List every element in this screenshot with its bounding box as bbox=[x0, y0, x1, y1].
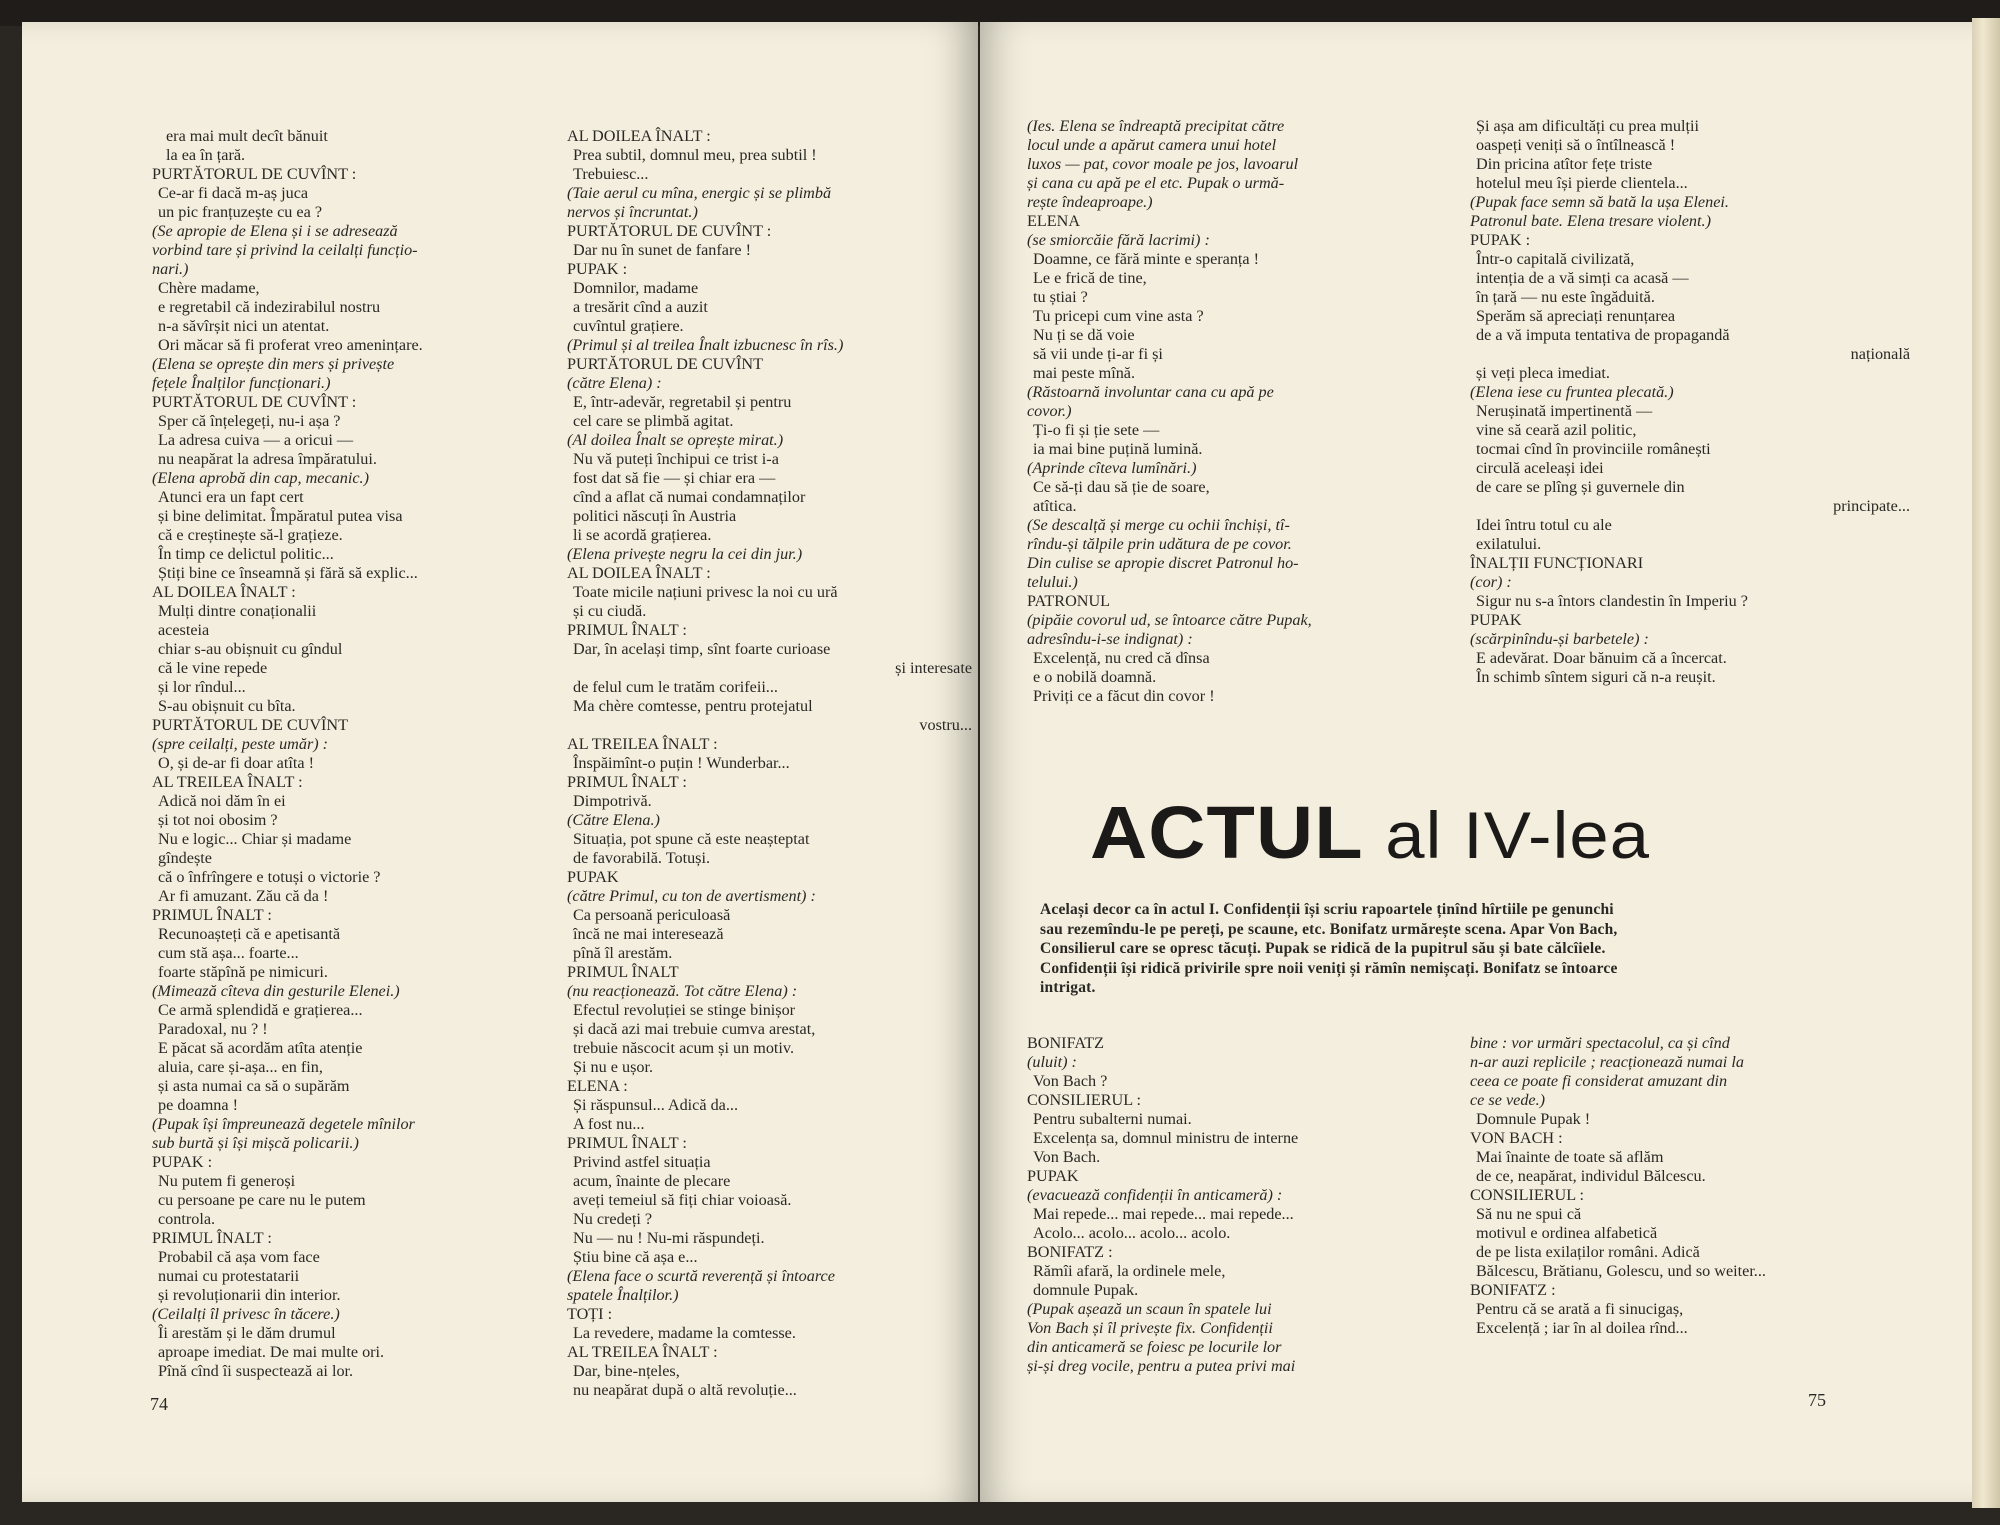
stage-direction-line: (Ies. Elena se îndreaptă precipitat către bbox=[1027, 117, 1285, 135]
dialogue-line: chiar s-au obișnuit cu gîndul bbox=[158, 640, 343, 658]
dialogue-line: Doamne, ce fără minte e speranța ! bbox=[1033, 250, 1260, 268]
dialogue-line: Paradoxal, nu ? ! bbox=[158, 1020, 268, 1038]
dialogue-line: Ar fi amuzant. Zău că da ! bbox=[158, 887, 329, 905]
dialogue-line: cînd a aflat că numai condamnaților bbox=[573, 488, 806, 506]
stage-direction-line: (către Elena) : bbox=[567, 374, 662, 392]
dialogue-line: Priviți ce a făcut din covor ! bbox=[1033, 687, 1215, 705]
dialogue-line: Idei întru totul cu ale bbox=[1476, 516, 1612, 534]
stage-direction-line: (Aprinde cîteva lumînări.) bbox=[1027, 459, 1197, 477]
dialogue-line: n-a săvîrșit nici un atentat. bbox=[158, 317, 330, 335]
dialogue-line: că o înfrîngere e totuși o victorie ? bbox=[158, 868, 381, 886]
dialogue-line: pînă îl arestăm. bbox=[573, 944, 673, 962]
dialogue-line: Îi arestăm și le dăm drumul bbox=[158, 1324, 336, 1342]
speaker-line: ÎNALȚII FUNCȚIONARI bbox=[1470, 554, 1644, 572]
dialogue-line: și interesate bbox=[895, 659, 972, 677]
speaker-line: AL DOILEA ÎNALT : bbox=[567, 564, 711, 582]
dialogue-line: nu neapărat după o altă revoluție... bbox=[573, 1381, 797, 1399]
stage-direction-line: bine : vor urmări spectacolul, ca și cînd bbox=[1470, 1034, 1730, 1052]
speaker-line: PRIMUL ÎNALT bbox=[567, 963, 679, 981]
stage-direction-line: (Răstoarnă involuntar cana cu apă pe bbox=[1027, 383, 1274, 401]
dialogue-line: principate... bbox=[1833, 497, 1910, 515]
dialogue-line: Recunoașteți că e apetisantă bbox=[158, 925, 341, 943]
speaker-line: AL DOILEA ÎNALT : bbox=[567, 127, 711, 145]
dialogue-line: Nu ți se dă voie bbox=[1033, 326, 1135, 344]
dialogue-line: e o nobilă doamnă. bbox=[1033, 668, 1157, 686]
dialogue-line: cel care se plimbă agitat. bbox=[573, 412, 734, 430]
dialogue-line: și cu ciudă. bbox=[573, 602, 647, 620]
dialogue-line: Bălcescu, Brătianu, Golescu, und so weiter... bbox=[1476, 1262, 1766, 1280]
dialogue-line: Sper că înțelegeți, nu-i așa ? bbox=[158, 412, 341, 430]
stage-direction-line: și-și dreg vocile, pentru a putea privi mai bbox=[1027, 1357, 1296, 1375]
dialogue-line: de favorabilă. Totuși. bbox=[573, 849, 711, 867]
dialogue-line: de pe lista exilaților români. Adică bbox=[1476, 1243, 1700, 1261]
dialogue-line: Ori măcar să fi proferat vreo amenințare. bbox=[158, 336, 423, 354]
dialogue-line: ia mai bine puțină lumină. bbox=[1033, 440, 1203, 458]
dialogue-line: Știți bine ce înseamnă și fără să explic... bbox=[158, 564, 418, 582]
speaker-line: ELENA : bbox=[567, 1077, 628, 1095]
stage-direction-line: nari.) bbox=[152, 260, 189, 278]
stage-direction-line: Din culise se apropie discret Patronul ho- bbox=[1027, 554, 1299, 572]
stage-direction-line: Consilierul care se opresc tăcuți. Pupak se ridică de la pupitrul său și bate călcîiele. bbox=[1040, 940, 1606, 957]
stage-direction-line: (se smiorcăie fără lacrimi) : bbox=[1027, 231, 1210, 249]
dialogue-line: Dar nu în sunet de fanfare ! bbox=[573, 241, 751, 259]
dialogue-line: de a vă imputa tentativa de propagandă bbox=[1476, 326, 1730, 344]
dialogue-line: Excelență, nu cred că dînsa bbox=[1033, 649, 1210, 667]
dialogue-line: aproape imediat. De mai multe ori. bbox=[158, 1343, 385, 1361]
dialogue-line: Sperăm să apreciați renunțarea bbox=[1476, 307, 1676, 325]
left-page bbox=[22, 22, 978, 1502]
dialogue-line: exilatului. bbox=[1476, 535, 1542, 553]
right-column-3 bbox=[1027, 1034, 1457, 1376]
speaker-line: PATRONUL bbox=[1027, 592, 1111, 610]
left-column-1 bbox=[152, 127, 552, 1381]
dialogue-line: Adică noi dăm în ei bbox=[158, 792, 286, 810]
dialogue-line: a tresărit cînd a auzit bbox=[573, 298, 708, 316]
dialogue-line: A fost nu... bbox=[573, 1115, 645, 1133]
dialogue-line: Pînă cînd îi suspectează ai lor. bbox=[158, 1362, 354, 1380]
dialogue-line: Nu e logic... Chiar și madame bbox=[158, 830, 352, 848]
dialogue-line: Situația, pot spune că este neașteptat bbox=[573, 830, 810, 848]
speaker-line: PUPAK bbox=[1027, 1167, 1079, 1185]
stage-direction-line: nervos și încruntat.) bbox=[567, 203, 698, 221]
dialogue-line: Trebuiesc... bbox=[573, 165, 649, 183]
dialogue-line: domnule Pupak. bbox=[1033, 1281, 1139, 1299]
stage-direction-line: sau rezemîndu-le pe pereți, pe scaune, etc. Bonifatz urmărește scena. Apar Von Bach, bbox=[1040, 920, 1618, 938]
dialogue-line: li se acordă grațierea. bbox=[573, 526, 712, 544]
dialogue-line: Von Bach ? bbox=[1033, 1072, 1108, 1090]
speaker-line: PRIMUL ÎNALT : bbox=[567, 621, 687, 639]
dialogue-line: Toate micile națiuni privesc la noi cu ură bbox=[573, 583, 838, 601]
dialogue-line: Acolo... acolo... acolo... acolo. bbox=[1033, 1224, 1231, 1242]
stage-direction-line: (Elena iese cu fruntea plecată.) bbox=[1470, 383, 1674, 401]
dialogue-line: Mai repede... mai repede... mai repede... bbox=[1033, 1205, 1294, 1223]
dialogue-line: Mai înainte de toate să aflăm bbox=[1476, 1148, 1664, 1166]
dialogue-line: Rămîi afară, la ordinele mele, bbox=[1033, 1262, 1226, 1280]
dialogue-line: În timp ce delictul politic... bbox=[158, 545, 334, 563]
dialogue-line: gîndește bbox=[158, 849, 212, 867]
stage-direction-line: n-ar auzi replicile ; reacționează numai la bbox=[1470, 1053, 1744, 1071]
stage-direction-line: Confidenții își ridică privirile spre noii veniți și rămîn nemișcați. Bonifatz se întoarce bbox=[1040, 959, 1618, 977]
dialogue-line: oaspeți veniți să o întîlnească ! bbox=[1476, 136, 1676, 154]
dialogue-line: de care se plîng și guvernele din bbox=[1476, 478, 1685, 496]
dialogue-line: trebuie născocit acum și un motiv. bbox=[573, 1039, 795, 1057]
stage-direction-line: intrigat. bbox=[1040, 979, 1096, 996]
stage-direction-line: (Elena se oprește din mers și privește bbox=[152, 355, 395, 373]
dialogue-line: La revedere, madame la comtesse. bbox=[573, 1324, 796, 1342]
speaker-line: AL TREILEA ÎNALT : bbox=[152, 773, 303, 791]
dialogue-line: Prea subtil, domnul meu, prea subtil ! bbox=[573, 146, 817, 164]
dialogue-line: La adresa cuiva — a oricui — bbox=[158, 431, 354, 449]
dialogue-line: Mulți dintre conaționalii bbox=[158, 602, 317, 620]
dialogue-line: Ți-o fi și ție sete — bbox=[1033, 421, 1160, 439]
speaker-line: PURTĂTORUL DE CUVÎNT bbox=[152, 716, 348, 734]
dialogue-line: E adevărat. Doar bănuim că a încercat. bbox=[1476, 649, 1727, 667]
stage-direction-line: (Mimează cîteva din gesturile Elenei.) bbox=[152, 982, 400, 1000]
dialogue-line: aluia, care și-așa... en fin, bbox=[158, 1058, 323, 1076]
dialogue-line: fost dat să fie — și chiar era — bbox=[573, 469, 776, 487]
stage-direction-line: (cor) : bbox=[1470, 573, 1512, 591]
dialogue-line: Von Bach. bbox=[1033, 1148, 1101, 1166]
dialogue-line: vine să ceară azil politic, bbox=[1476, 421, 1637, 439]
stage-direction-line: (Taie aerul cu mîna, energic și se plimbă bbox=[567, 184, 832, 202]
dialogue-line: Atunci era un fapt cert bbox=[158, 488, 304, 506]
speaker-line: CONSILIERUL : bbox=[1470, 1186, 1585, 1204]
stage-direction-line: vorbind tare și privind la ceilalți funcțio- bbox=[152, 241, 418, 259]
dialogue-line: cum stă așa... foarte... bbox=[158, 944, 299, 962]
dialogue-line: și revoluționarii din interior. bbox=[158, 1286, 341, 1304]
right-page bbox=[980, 22, 1972, 1502]
dialogue-line: Ce să-ți dau să ție de soare, bbox=[1033, 478, 1210, 496]
dialogue-line: controla. bbox=[158, 1210, 216, 1228]
dialogue-line: Tu pricepi cum vine asta ? bbox=[1033, 307, 1204, 325]
dialogue-line: încă ne mai interesează bbox=[573, 925, 724, 943]
stage-direction-line: (scărpinîndu-și barbetele) : bbox=[1470, 630, 1649, 648]
stage-direction-line: (Al doilea Înalt se oprește mirat.) bbox=[567, 431, 784, 449]
act-title bbox=[1090, 790, 1689, 875]
dialogue-line: Știu bine că așa e... bbox=[573, 1248, 698, 1266]
dialogue-line: acesteia bbox=[158, 621, 210, 639]
dialogue-line: Nu — nu ! Nu-mi răspundeți. bbox=[573, 1229, 765, 1247]
dialogue-line: și bine delimitat. Împăratul putea visa bbox=[158, 507, 403, 525]
dialogue-line: E, într-adevăr, regretabil și pentru bbox=[573, 393, 792, 411]
dialogue-line: motivul e ordinea alfabetică bbox=[1476, 1224, 1658, 1242]
dialogue-line: circulă aceleași idei bbox=[1476, 459, 1604, 477]
dialogue-line: era mai mult decît bănuit bbox=[166, 127, 328, 145]
dialogue-line: în țară — nu este îngăduită. bbox=[1476, 288, 1655, 306]
left-column-2 bbox=[567, 127, 972, 1400]
speaker-line: BONIFATZ : bbox=[1470, 1281, 1556, 1299]
dialogue-line: foarte stăpînă pe nimicuri. bbox=[158, 963, 328, 981]
dialogue-line: Excelența sa, domnul ministru de interne bbox=[1033, 1129, 1299, 1147]
dialogue-line: Privind astfel situația bbox=[573, 1153, 711, 1171]
speaker-line: PUPAK : bbox=[152, 1153, 213, 1171]
dialogue-line: și tot noi obosim ? bbox=[158, 811, 278, 829]
dialogue-line: un pic franțuzește cu ea ? bbox=[158, 203, 323, 221]
dialogue-line: Efectul revoluției se stinge binișor bbox=[573, 1001, 796, 1019]
dialogue-line: Chère madame, bbox=[158, 279, 260, 297]
dialogue-line: Nu credeți ? bbox=[573, 1210, 653, 1228]
stage-direction-line: (uluit) : bbox=[1027, 1053, 1077, 1071]
stage-direction-line: (Pupak face semn să bată la ușa Elenei. bbox=[1470, 193, 1729, 211]
dialogue-line: pe doamna ! bbox=[158, 1096, 239, 1114]
stage-direction-line: (spre ceilalți, peste umăr) : bbox=[152, 735, 329, 753]
dialogue-line: Pentru subalterni numai. bbox=[1033, 1110, 1192, 1128]
speaker-line: PUPAK bbox=[567, 868, 619, 886]
dialogue-line: și dacă azi mai trebuie cumva arestat, bbox=[573, 1020, 816, 1038]
stage-direction-line: (nu reacționează. Tot către Elena) : bbox=[567, 982, 798, 1000]
speaker-line: PURTĂTORUL DE CUVÎNT : bbox=[152, 165, 357, 183]
stage-direction-line: rește îndeaproape.) bbox=[1027, 193, 1153, 211]
dialogue-line: Le e frică de tine, bbox=[1033, 269, 1147, 287]
speaker-line: AL DOILEA ÎNALT : bbox=[152, 583, 296, 601]
dialogue-line: În schimb sîntem siguri că n-a reușit. bbox=[1476, 668, 1716, 686]
speaker-line: TOȚI : bbox=[567, 1305, 613, 1323]
speaker-line: PURTĂTORUL DE CUVÎNT : bbox=[152, 393, 357, 411]
dialogue-line: O, și de-ar fi doar atîta ! bbox=[158, 754, 314, 772]
dialogue-line: Nu putem fi generoși bbox=[158, 1172, 296, 1190]
dialogue-line: de felul cum le tratăm corifeii... bbox=[573, 678, 778, 696]
dialogue-line: S-au obișnuit cu bîta. bbox=[158, 697, 296, 715]
stage-direction-line: (Elena face o scurtă reverență și întoarce bbox=[567, 1267, 835, 1285]
dialogue-line: Și răspunsul... Adică da... bbox=[573, 1096, 739, 1114]
stage-direction-line: sub burtă și își mișcă policarii.) bbox=[152, 1134, 359, 1152]
speaker-line: PURTĂTORUL DE CUVÎNT bbox=[567, 355, 763, 373]
dialogue-line: Ce armă splendidă e grațierea... bbox=[158, 1001, 363, 1019]
dialogue-line: națională bbox=[1850, 345, 1910, 363]
dialogue-line: nu neapărat la adresa împăratului. bbox=[158, 450, 377, 468]
dialogue-line: Ca persoană periculoasă bbox=[573, 906, 731, 924]
dialogue-line: Nu vă puteți închipui ce trist i-a bbox=[573, 450, 779, 468]
dialogue-line: și asta numai ca să o supărăm bbox=[158, 1077, 350, 1095]
speaker-line: AL TREILEA ÎNALT : bbox=[567, 1343, 718, 1361]
dialogue-line: că le vine repede bbox=[158, 659, 268, 677]
stage-direction-line: Patronul bate. Elena tresare violent.) bbox=[1470, 212, 1711, 230]
stage-direction-line: (evacuează confidenții în anticameră) : bbox=[1027, 1186, 1283, 1204]
stage-direction-line: spatele Înalților.) bbox=[567, 1286, 679, 1304]
dialogue-line: Și așa am dificultăți cu prea mulții bbox=[1476, 117, 1699, 135]
stage-direction-line: locul unde a apărut camera unui hotel bbox=[1027, 136, 1277, 154]
stage-direction-line: (Elena privește negru la cei din jur.) bbox=[567, 545, 803, 563]
stage-direction-line: covor.) bbox=[1027, 402, 1072, 420]
speaker-line: PRIMUL ÎNALT : bbox=[152, 906, 272, 924]
act-title-main: ACTUL bbox=[1090, 791, 1363, 874]
speaker-line: PRIMUL ÎNALT : bbox=[567, 773, 687, 791]
stage-direction-line: (Pupak așează un scaun în spatele lui bbox=[1027, 1300, 1272, 1318]
dialogue-line: Nerușinată impertinentă — bbox=[1476, 402, 1653, 420]
speaker-line: PURTĂTORUL DE CUVÎNT : bbox=[567, 222, 772, 240]
stage-direction-line: Von Bach și îl privește fix. Confidenții bbox=[1027, 1319, 1273, 1337]
dialogue-line: cu persoane pe care nu le putem bbox=[158, 1191, 366, 1209]
dialogue-line: politici născuți în Austria bbox=[573, 507, 737, 525]
page-number-right: 75 bbox=[1808, 1390, 1826, 1410]
speaker-line: BONIFATZ : bbox=[1027, 1243, 1113, 1261]
stage-direction-line: Același decor ca în actul I. Confidenții își scriu rapoartele ținînd hîrtiile pe genunchi bbox=[1040, 901, 1614, 918]
dialogue-line: mai peste mînă. bbox=[1033, 364, 1136, 382]
dialogue-line: Probabil că așa vom face bbox=[158, 1248, 320, 1266]
dialogue-line: Sigur nu s-a întors clandestin în Imperiu ? bbox=[1476, 592, 1748, 610]
book-page-edges bbox=[1972, 18, 2000, 1508]
stage-direction-line: (pipăie covorul ud, se întoarce către Pupak, bbox=[1027, 611, 1312, 629]
stage-direction-line: (Se descalță și merge cu ochii închiși, tî- bbox=[1027, 516, 1290, 534]
stage-direction-line: luxos — pat, covor moale pe jos, lavoarul bbox=[1027, 155, 1299, 173]
dialogue-line: Din pricina atîtor fețe triste bbox=[1476, 155, 1653, 173]
speaker-line: PUPAK : bbox=[1470, 231, 1531, 249]
dialogue-line: tu știai ? bbox=[1033, 288, 1088, 306]
speaker-line: AL TREILEA ÎNALT : bbox=[567, 735, 718, 753]
speaker-line: PUPAK bbox=[1470, 611, 1522, 629]
stage-direction-line: adresîndu-i-se indignat) : bbox=[1027, 630, 1193, 648]
stage-direction-line: (Pupak își împreunează degetele mînilor bbox=[152, 1115, 415, 1133]
dialogue-line: numai cu protestatarii bbox=[158, 1267, 300, 1285]
dialogue-line: aveți temeiul să fiți chiar voioasă. bbox=[573, 1191, 792, 1209]
stage-direction-line: (Primul și al treilea Înalt izbucnesc în rîs.) bbox=[567, 336, 844, 354]
stage-direction-line: ce se vede.) bbox=[1470, 1091, 1546, 1109]
stage-direction-line: fețele Înalților funcționari.) bbox=[152, 374, 331, 392]
speaker-line: VON BACH : bbox=[1470, 1129, 1563, 1147]
dialogue-line: că e creștinește să-l grațieze. bbox=[158, 526, 343, 544]
dialogue-line: Într-o capitală civilizată, bbox=[1476, 250, 1635, 268]
dialogue-line: Și nu e ușor. bbox=[573, 1058, 654, 1076]
stage-direction-line: (Elena aprobă din cap, mecanic.) bbox=[152, 469, 369, 487]
stage-direction-line: (Se apropie de Elena și i se adresează bbox=[152, 222, 398, 240]
dialogue-line: Dimpotrivă. bbox=[573, 792, 652, 810]
dialogue-line: intenția de a vă simți ca acasă — bbox=[1476, 269, 1689, 287]
dialogue-line: Domnule Pupak ! bbox=[1476, 1110, 1591, 1128]
speaker-line: PUPAK : bbox=[567, 260, 628, 278]
speaker-line: BONIFATZ bbox=[1027, 1034, 1105, 1052]
stage-directions bbox=[1040, 900, 1935, 998]
dialogue-line: acum, înainte de plecare bbox=[573, 1172, 731, 1190]
stage-direction-line: (către Primul, cu ton de avertisment) : bbox=[567, 887, 816, 905]
dialogue-line: Dar, bine-nțeles, bbox=[573, 1362, 680, 1380]
dialogue-line: tocmai cînd în provinciile românești bbox=[1476, 440, 1711, 458]
page-number-left: 74 bbox=[150, 1394, 168, 1414]
dialogue-line: și veți pleca imediat. bbox=[1476, 364, 1610, 382]
dialogue-line: E păcat să acordăm atîta atenție bbox=[158, 1039, 363, 1057]
stage-direction-line: din anticameră se foiesc pe locurile lor bbox=[1027, 1338, 1282, 1356]
stage-direction-line: și cana cu apă pe el etc. Pupak o urmă- bbox=[1027, 174, 1285, 192]
dialogue-line: de ce, neapărat, individul Bălcescu. bbox=[1476, 1167, 1706, 1185]
dialogue-line: vostru... bbox=[919, 716, 972, 734]
dialogue-line: Dar, în același timp, sînt foarte curioase bbox=[573, 640, 831, 658]
dialogue-line: Să nu ne spui că bbox=[1476, 1205, 1582, 1223]
speaker-line: CONSILIERUL : bbox=[1027, 1091, 1142, 1109]
stage-direction-line: ceea ce poate fi considerat amuzant din bbox=[1470, 1072, 1728, 1090]
dialogue-line: și lor rîndul... bbox=[158, 678, 246, 696]
speaker-line: PRIMUL ÎNALT : bbox=[152, 1229, 272, 1247]
dialogue-line: să vii unde ți-ar fi și bbox=[1033, 345, 1163, 363]
dialogue-line: Pentru că se arată a fi sinucigaș, bbox=[1476, 1300, 1684, 1318]
right-column-2 bbox=[1470, 117, 1910, 687]
dialogue-line: e regretabil că indezirabilul nostru bbox=[158, 298, 381, 316]
right-column-4 bbox=[1470, 1034, 1910, 1338]
dialogue-line: Ce-ar fi dacă m-aș juca bbox=[158, 184, 309, 202]
dialogue-line: cuvîntul grațiere. bbox=[573, 317, 684, 335]
speaker-line: ELENA bbox=[1027, 212, 1081, 230]
dialogue-line: Domnilor, madame bbox=[573, 279, 699, 297]
stage-direction-line: (Ceilalți îl privesc în tăcere.) bbox=[152, 1305, 340, 1323]
speaker-line: PRIMUL ÎNALT : bbox=[567, 1134, 687, 1152]
dialogue-line: Înspăimînt-o puțin ! Wunderbar... bbox=[573, 754, 790, 772]
dialogue-line: la ea în țară. bbox=[166, 146, 246, 164]
stage-direction-line: rîndu-și tălpile prin udătura de pe covor. bbox=[1027, 535, 1292, 553]
stage-direction-line: telului.) bbox=[1027, 573, 1078, 591]
right-column-1 bbox=[1027, 117, 1457, 706]
stage-direction-line: (Către Elena.) bbox=[567, 811, 660, 829]
dialogue-line: Excelență ; iar în al doilea rînd... bbox=[1476, 1319, 1688, 1337]
dialogue-line: hotelul meu își pierde clientela... bbox=[1476, 174, 1688, 192]
dialogue-line: Ma chère comtesse, pentru protejatul bbox=[573, 697, 813, 715]
act-title-number: al IV-lea bbox=[1385, 798, 1651, 872]
dialogue-line: atîtica. bbox=[1033, 497, 1077, 515]
